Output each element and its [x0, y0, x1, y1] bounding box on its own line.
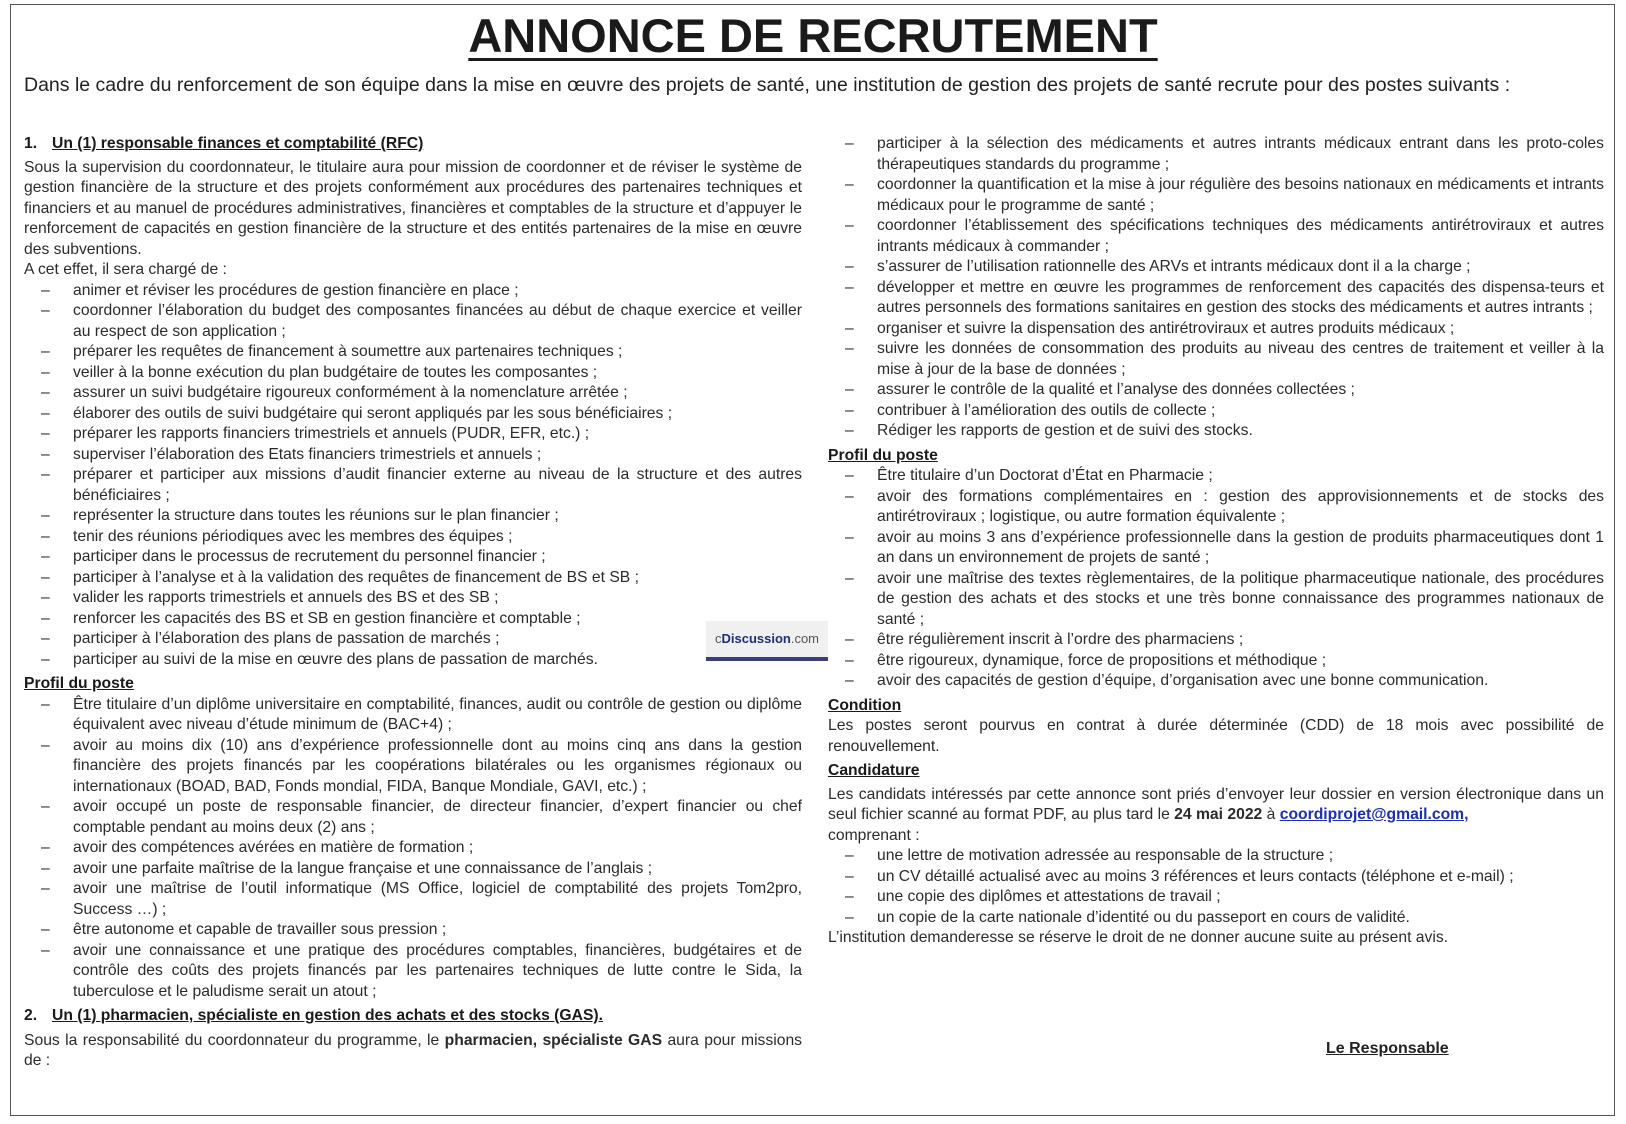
post1-description: Sous la supervision du coordonnateur, le titulaire aura pour mission de coordonner et de réviser le système de gestion financière de la structure et des projets conformément aux procédures des partenaires techniques et financiers et au manuel de procédures administratives, financières et comptables de la structure et d’appuyer le renforcement de capacités en gestion financière de la structure et des entités partenaires de la mise en œuvre des subventions.	[24, 158, 802, 258]
list-item: – préparer les requêtes de financement à soumettre aux partenaires techniques ;	[24, 342, 802, 363]
list-item: – avoir des formations complémentaires en : gestion des approvisionnements et de stocks des antirétroviraux ; logistique, ou autre formation équivalente ;	[828, 487, 1604, 528]
list-item: – animer et réviser les procédures de gestion financière en place ;	[24, 281, 802, 302]
intro-paragraph: Dans le cadre du renforcement de son équipe dans la mise en œuvre des projets de santé, une institution de gestion des projets de santé recrute pour des postes suivants :	[24, 74, 1511, 96]
candidature-heading: Candidature	[828, 762, 920, 779]
list-item: – s’assurer de l’utilisation rationnelle des ARVs et intrants médicaux dont il a la charge ;	[828, 257, 1604, 278]
post1-tasks-intro: A cet effet, il sera chargé de :	[24, 261, 227, 278]
list-item: – avoir occupé un poste de responsable financier, de directeur financier, d’expert financier ou chef comptable pendant au moins deux (2) ans ;	[24, 797, 802, 838]
candidature-text: Les candidats intéressés par cette annonce sont priés d’envoyer leur dossier en version électronique dans un seul fichier scanné au format PDF, au plus tard le 24 mai 2022 à coordiprojet@gmail.com, comprenant :	[828, 785, 1604, 844]
list-item: – une copie des diplômes et attestations de travail ;	[828, 887, 1604, 908]
post1-task-list	[24, 281, 802, 671]
list-item: – tenir des réunions périodiques avec les membres des équipes ;	[24, 527, 802, 548]
list-item: – être rigoureux, dynamique, force de propositions et méthodique ;	[828, 651, 1604, 672]
list-item: – avoir des capacités de gestion d’équipe, d’organisation avec une bonne communication.	[828, 671, 1604, 692]
list-item: – développer et mettre en œuvre les programmes de renforcement des capacités des dispensa-teurs et autres personnels des formations sanitaires en gestion des stocks des médicaments et autres intrants ;	[828, 278, 1604, 319]
list-item: – Rédiger les rapports de gestion et de suivi des stocks.	[828, 421, 1604, 442]
list-item: – Être titulaire d’un diplôme universitaire en comptabilité, finances, audit ou contrôle de gestion ou diplôme équivalent avec niveau d’étude minimum de (BAC+4) ;	[24, 695, 802, 736]
list-item: – renforcer les capacités des BS et SB en gestion financière et comptable ;	[24, 609, 802, 630]
post2-profile-list	[828, 466, 1604, 692]
list-item: – organiser et suivre la dispensation des antirétroviraux et autres produits médicaux ;	[828, 319, 1604, 340]
post2-heading: 2. Un (1) pharmacien, spécialiste en gestion des achats et des stocks (GAS).	[24, 1007, 603, 1024]
right-column	[828, 134, 1604, 949]
list-item: – avoir au moins 3 ans d’expérience professionnelle dans la gestion de produits pharmaceutiques dont 1 an dans un environnement de projets de santé ;	[828, 528, 1604, 569]
left-column	[24, 134, 802, 1072]
list-item: – coordonner la quantification et la mise à jour régulière des besoins nationaux en médicaments et intrants médicaux pour le programme de santé ;	[828, 175, 1604, 216]
list-item: – avoir une maîtrise de l’outil informatique (MS Office, logiciel de comptabilité des projets Tom2pro, Success …) ;	[24, 879, 802, 920]
post2-description: Sous la responsabilité du coordonnateur du programme, le pharmacien, spécialiste GAS aura pour missions de :	[24, 1031, 803, 1069]
list-item: – une lettre de motivation adressée au responsable de la structure ;	[828, 846, 1604, 867]
closing-text: L’institution demanderesse se réserve le droit de ne donner aucune suite au présent avis.	[828, 929, 1449, 946]
list-item: – avoir une parfaite maîtrise de la langue française et une connaissance de l’anglais ;	[24, 859, 802, 880]
list-item: – être autonome et capable de travailler sous pression ;	[24, 920, 802, 941]
post1-profile-heading: Profil du poste	[24, 675, 134, 692]
watermark-logo: cDiscussion.com	[706, 621, 828, 661]
list-item: – participer à l’analyse et à la validation des requêtes de financement de BS et SB ;	[24, 568, 802, 589]
list-item: – préparer les rapports financiers trimestriels et annuels (PUDR, EFR, etc.) ;	[24, 424, 802, 445]
list-item: – avoir des compétences avérées en matière de formation ;	[24, 838, 802, 859]
signature: Le Responsable	[1326, 1040, 1449, 1057]
condition-text: Les postes seront pourvus en contrat à durée déterminée (CDD) de 18 mois avec possibilité de renouvellement.	[828, 717, 1604, 755]
list-item: – participer dans le processus de recrutement du personnel financier ;	[24, 547, 802, 568]
post2-task-list	[828, 134, 1604, 442]
list-item: – élaborer des outils de suivi budgétaire qui seront appliqués par les sous bénéficiaires ;	[24, 404, 802, 425]
list-item: – représenter la structure dans toutes les réunions sur le plan financier ;	[24, 506, 802, 527]
condition-heading: Condition	[828, 696, 902, 714]
list-item: – participer au suivi de la mise en œuvre des plans de passation de marchés.	[24, 650, 802, 671]
list-item: – assurer le contrôle de la qualité et l’analyse des données collectées ;	[828, 380, 1604, 401]
list-item: – contribuer à l’amélioration des outils de collecte ;	[828, 401, 1604, 422]
list-item: – coordonner l’élaboration du budget des composantes financées au début de chaque exercice et veiller au respect de son application ;	[24, 301, 802, 342]
email-link[interactable]: coordiprojet@gmail.com,	[1279, 806, 1469, 823]
list-item: – un copie de la carte nationale d’identité ou du passeport en cours de validité.	[828, 908, 1604, 929]
list-item: – avoir une connaissance et une pratique des procédures comptables, financières, budgétaires et de contrôle des coûts des projets financés par les partenaires techniques de lutte contre le Sida, la tuberculose et le paludisme serait un atout ;	[24, 941, 802, 1003]
list-item: – suivre les données de consommation des produits au niveau des centres de traitement et veiller à la mise à jour de la base de données ;	[828, 339, 1604, 380]
list-item: – préparer et participer aux missions d’audit financier externe au niveau de la structure et des autres bénéficiaires ;	[24, 465, 802, 506]
list-item: – coordonner l’établissement des spécifications techniques des médicaments antirétroviraux et autres intrants médicaux à commander ;	[828, 216, 1604, 257]
list-item: – un CV détaillé actualisé avec au moins 3 références et leurs contacts (téléphone et e-mail) ;	[828, 867, 1604, 888]
post1-heading: 1. Un (1) responsable finances et comptabilité (RFC)	[24, 135, 424, 152]
list-item: – avoir au moins dix (10) ans d’expérience professionnelle dont au moins cinq ans dans la gestion financière des projets financés par les coopérations bilatérales ou les organismes régionaux ou internationaux (BOAD, BAD, Fonds mondial, FIDA, Banque Mondiale, GAVI, etc.) ;	[24, 736, 802, 798]
post2-profile-heading: Profil du poste	[828, 446, 938, 464]
list-item: – participer à la sélection des médicaments et autres intrants médicaux entrant dans les proto-coles thérapeutiques standards du programme ;	[828, 134, 1604, 175]
list-item: – superviser l’élaboration des Etats financiers trimestriels et annuels ;	[24, 445, 802, 466]
list-item: – veiller à la bonne exécution du plan budgétaire de toutes les composantes ;	[24, 363, 802, 384]
list-item: – être régulièrement inscrit à l’ordre des pharmaciens ;	[828, 630, 1604, 651]
list-item: – Être titulaire d’un Doctorat d’État en Pharmacie ;	[828, 466, 1604, 487]
list-item: – assurer un suivi budgétaire rigoureux conformément à la nomenclature arrêtée ;	[24, 383, 802, 404]
post1-profile-list	[24, 695, 802, 1003]
list-item: – participer à l’élaboration des plans de passation de marchés ;	[24, 629, 802, 650]
page-title: ANNONCE DE RECRUTEMENT	[468, 9, 1158, 62]
list-item: – avoir une maîtrise des textes règlementaires, de la politique pharmaceutique nationale, des procédures de gestion des achats et des stocks et une très bonne connaissance des programmes nationaux de santé ;	[828, 569, 1604, 631]
list-item: – valider les rapports trimestriels et annuels des BS et des SB ;	[24, 588, 802, 609]
candidature-list	[828, 846, 1604, 928]
